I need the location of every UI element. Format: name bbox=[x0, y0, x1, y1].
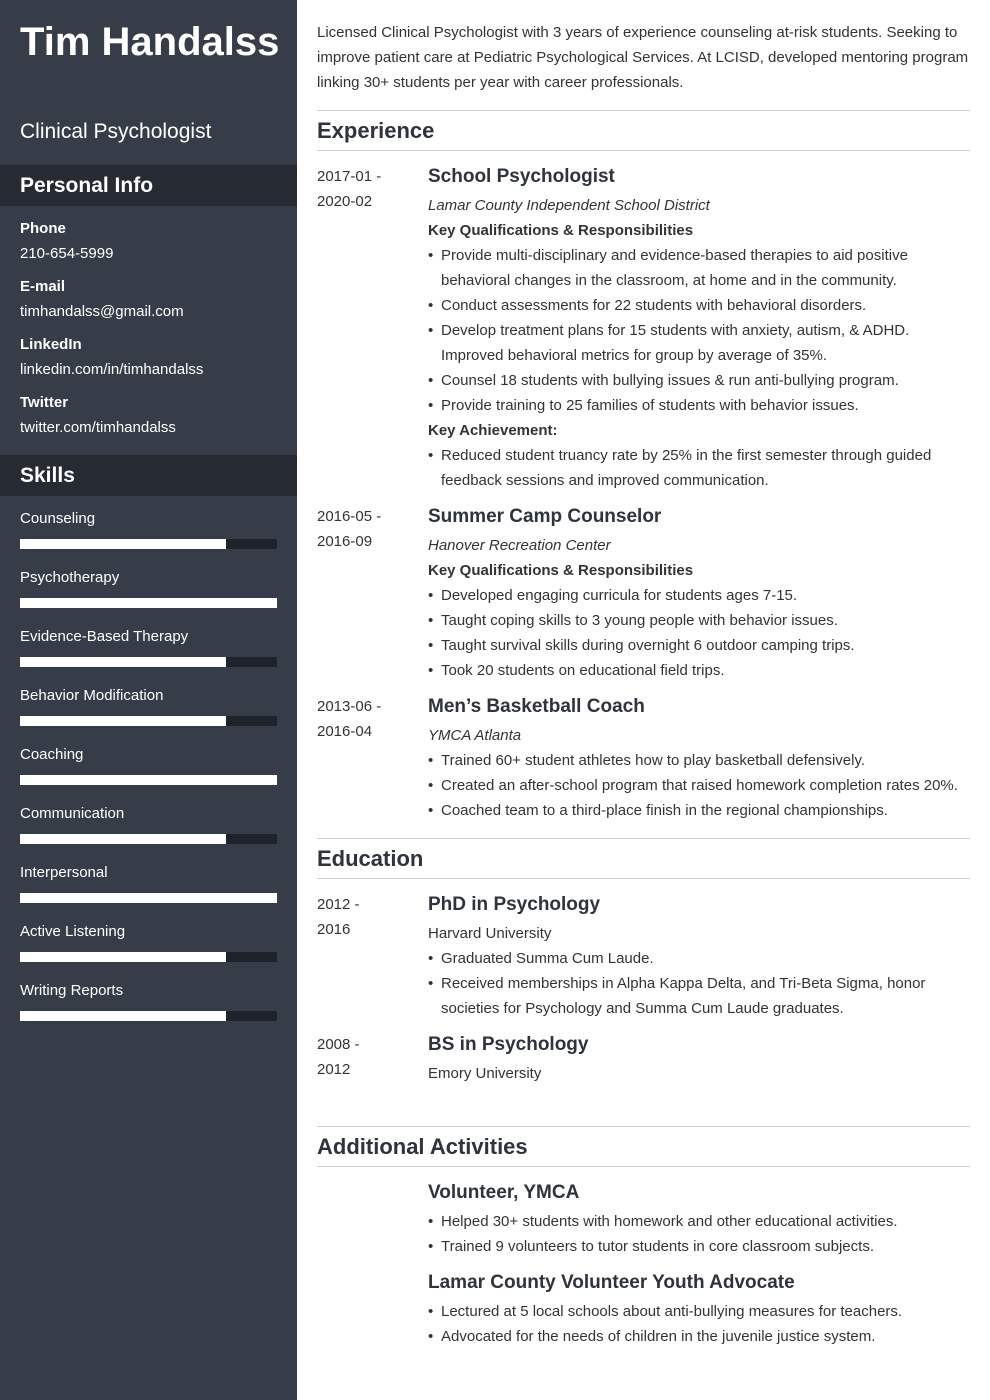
skill-name: Psychotherapy bbox=[20, 569, 120, 586]
education-date-start: 2008 - bbox=[317, 1036, 360, 1053]
degree-title: PhD in Psychology bbox=[428, 894, 601, 915]
skill-item bbox=[20, 687, 277, 737]
twitter-value: twitter.com/timhandalss bbox=[20, 419, 176, 436]
list-item: • Took 20 students on educational field trips. bbox=[428, 658, 970, 683]
skill-item bbox=[20, 628, 277, 678]
school-name: Harvard University bbox=[428, 925, 552, 942]
skill-bar bbox=[20, 775, 277, 785]
job-employer: YMCA Atlanta bbox=[428, 727, 522, 744]
skills-heading: Skills bbox=[0, 455, 297, 496]
list-item: • Helped 30+ students with homework and other educational activities. bbox=[428, 1209, 970, 1234]
skill-item bbox=[20, 805, 277, 855]
job-title: School Psychologist bbox=[428, 166, 615, 187]
activity-entry bbox=[428, 1270, 970, 1349]
list-item: • Taught survival skills during overnight 6 outdoor camping trips. bbox=[428, 633, 970, 658]
list-item: • Advocated for the needs of children in the juvenile justice system. bbox=[428, 1324, 970, 1349]
skill-item bbox=[20, 746, 277, 796]
activity-bullets bbox=[428, 1299, 970, 1349]
list-item: • Conduct assessments for 22 students with behavioral disorders. bbox=[428, 293, 970, 318]
activity-title: Lamar County Volunteer Youth Advocate bbox=[428, 1272, 795, 1293]
email-value: timhandalss@gmail.com bbox=[20, 303, 184, 320]
education-date bbox=[317, 892, 417, 942]
job-employer: Lamar County Independent School District bbox=[428, 197, 710, 214]
skill-item bbox=[20, 510, 277, 560]
list-item: • Taught coping skills to 3 young people with behavior issues. bbox=[428, 608, 970, 633]
main-content bbox=[317, 0, 970, 1400]
school-name: Emory University bbox=[428, 1065, 542, 1082]
skill-bar bbox=[20, 657, 277, 667]
achievement-heading: Key Achievement: bbox=[428, 422, 558, 439]
job-bullets bbox=[428, 243, 970, 418]
job-employer: Hanover Recreation Center bbox=[428, 537, 611, 554]
skill-name: Interpersonal bbox=[20, 864, 108, 881]
skill-item bbox=[20, 864, 277, 914]
qualifications-heading: Key Qualifications & Responsibilities bbox=[428, 222, 694, 239]
qualifications-heading: Key Qualifications & Responsibilities bbox=[428, 562, 694, 579]
activity-title: Volunteer, YMCA bbox=[428, 1182, 580, 1203]
job-title: Men’s Basketball Coach bbox=[428, 696, 645, 717]
list-item: • Provide training to 25 families of students with behavior issues. bbox=[428, 393, 970, 418]
job-title: Clinical Psychologist bbox=[20, 120, 212, 143]
list-item: • Trained 60+ student athletes how to play basketball defensively. bbox=[428, 748, 970, 773]
skill-bar bbox=[20, 1011, 277, 1021]
skill-level-fill bbox=[20, 598, 277, 608]
experience-heading: Experience bbox=[317, 110, 970, 151]
skill-name: Writing Reports bbox=[20, 982, 124, 999]
skill-name: Behavior Modification bbox=[20, 687, 164, 704]
job-date-end: 2016-04 bbox=[317, 723, 373, 740]
twitter-label: Twitter bbox=[20, 394, 69, 411]
skill-name: Evidence-Based Therapy bbox=[20, 628, 189, 645]
summary: Licensed Clinical Psychologist with 3 years of experience counseling at-risk students. Seeking to improve patient care at Pediatric Psychological Services. At LCISD, developed mentoring program linking 30+ students per year with career professionals. bbox=[317, 24, 969, 91]
skill-name: Communication bbox=[20, 805, 125, 822]
skill-name: Active Listening bbox=[20, 923, 126, 940]
degree-title: BS in Psychology bbox=[428, 1034, 589, 1055]
activity-bullets bbox=[428, 1209, 970, 1259]
skill-item bbox=[20, 569, 277, 619]
list-item: • Created an after-school program that raised homework completion rates 20%. bbox=[428, 773, 970, 798]
list-item: • Reduced student truancy rate by 25% in the first semester through guided feedback sessions and improved communication. bbox=[428, 443, 970, 493]
education-date-end: 2016 bbox=[317, 921, 351, 938]
job-entry bbox=[428, 694, 970, 823]
job-date-start: 2017-01 - bbox=[317, 168, 382, 185]
skill-item bbox=[20, 982, 277, 1032]
skill-bar bbox=[20, 952, 277, 962]
education-entry bbox=[428, 892, 970, 1021]
job-date-start: 2013-06 - bbox=[317, 698, 382, 715]
skill-level-fill bbox=[20, 716, 226, 726]
candidate-name: Tim Handalss bbox=[20, 20, 280, 64]
skill-bar bbox=[20, 539, 277, 549]
job-title: Summer Camp Counselor bbox=[428, 506, 662, 527]
job-date-end: 2016-09 bbox=[317, 533, 373, 550]
skill-bar bbox=[20, 716, 277, 726]
skill-level-fill bbox=[20, 834, 226, 844]
job-date bbox=[317, 694, 417, 744]
job-bullets bbox=[428, 583, 970, 683]
skill-bar bbox=[20, 893, 277, 903]
activity-entry bbox=[428, 1180, 970, 1259]
personal-info-heading: Personal Info bbox=[0, 165, 297, 206]
job-date-end: 2020-02 bbox=[317, 193, 373, 210]
skill-level-fill bbox=[20, 1011, 226, 1021]
education-bullets bbox=[428, 946, 970, 1021]
list-item: • Counsel 18 students with bullying issues & run anti-bullying program. bbox=[428, 368, 970, 393]
email-label: E-mail bbox=[20, 278, 66, 295]
list-item: • Develop treatment plans for 15 students with anxiety, autism, & ADHD. Improved behavioral metrics for group by average of 35%. bbox=[428, 318, 970, 368]
skill-name: Coaching bbox=[20, 746, 84, 763]
skill-item bbox=[20, 923, 277, 973]
list-item: • Lectured at 5 local schools about anti-bullying measures for teachers. bbox=[428, 1299, 970, 1324]
achievement-bullets bbox=[428, 443, 970, 493]
job-date bbox=[317, 164, 417, 214]
phone-label: Phone bbox=[20, 220, 66, 237]
list-item: • Provide multi-disciplinary and evidence-based therapies to aid positive behavioral changes in the classroom, at home and in the community. bbox=[428, 243, 970, 293]
skill-level-fill bbox=[20, 893, 277, 903]
list-item: • Received memberships in Alpha Kappa Delta, and Tri-Beta Sigma, honor societies for Psychology and Summa Cum Laude graduates. bbox=[428, 971, 970, 1021]
education-entry bbox=[428, 1032, 970, 1086]
phone-value: 210-654-5999 bbox=[20, 245, 114, 262]
skill-level-fill bbox=[20, 657, 226, 667]
skill-level-fill bbox=[20, 775, 277, 785]
education-heading: Education bbox=[317, 838, 970, 879]
activities-heading: Additional Activities bbox=[317, 1126, 970, 1167]
list-item: • Graduated Summa Cum Laude. bbox=[428, 946, 970, 971]
skill-name: Counseling bbox=[20, 510, 96, 527]
skill-level-fill bbox=[20, 952, 226, 962]
list-item: • Coached team to a third-place finish in the regional championships. bbox=[428, 798, 970, 823]
job-bullets bbox=[428, 748, 970, 823]
list-item: • Developed engaging curricula for students ages 7-15. bbox=[428, 583, 970, 608]
sidebar bbox=[0, 0, 297, 1400]
linkedin-value: linkedin.com/in/timhandalss bbox=[20, 361, 204, 378]
education-date-start: 2012 - bbox=[317, 896, 360, 913]
job-entry bbox=[428, 504, 970, 683]
education-date bbox=[317, 1032, 417, 1082]
job-date-start: 2016-05 - bbox=[317, 508, 382, 525]
skill-bar bbox=[20, 598, 277, 608]
job-entry bbox=[428, 164, 970, 493]
education-date-end: 2012 bbox=[317, 1061, 351, 1078]
linkedin-label: LinkedIn bbox=[20, 336, 82, 353]
skill-level-fill bbox=[20, 539, 226, 549]
job-date bbox=[317, 504, 417, 554]
skill-bar bbox=[20, 834, 277, 844]
list-item: • Trained 9 volunteers to tutor students in core classroom subjects. bbox=[428, 1234, 970, 1259]
